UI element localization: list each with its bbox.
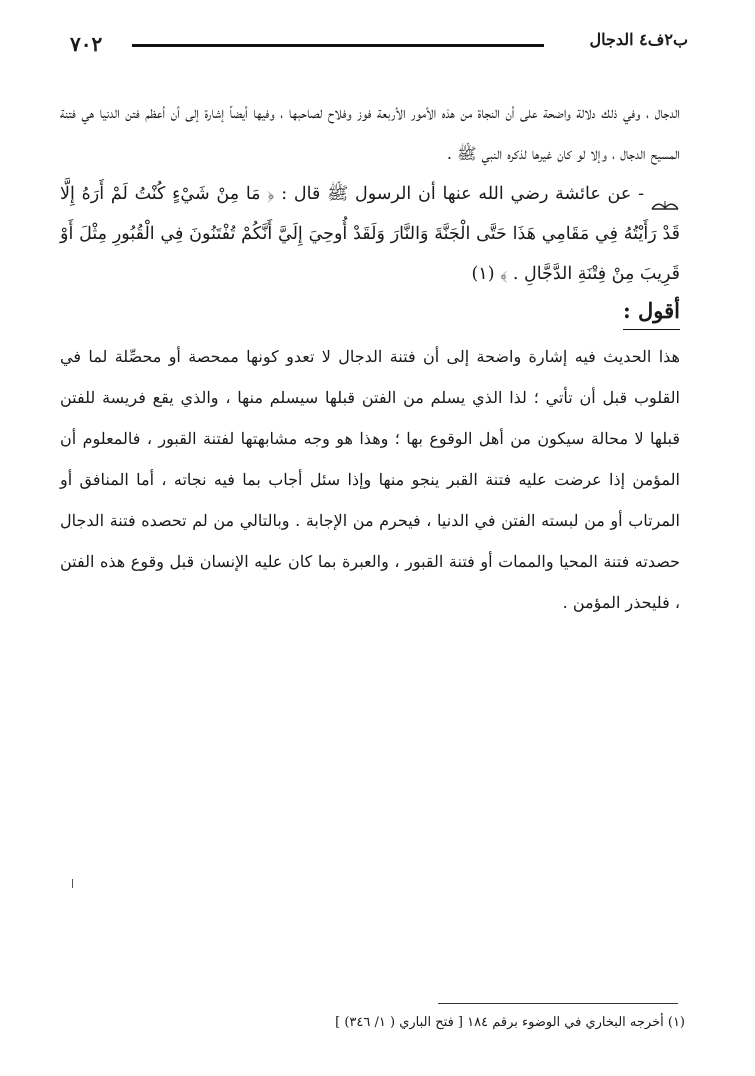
header-rule xyxy=(132,44,544,47)
page-body xyxy=(60,92,680,623)
open-book-icon xyxy=(650,187,680,203)
commentary-paragraph: هذا الحديث فيه إشارة واضحة إلى أن فتنة الدجال لا تعدو كونها ممحصة أو محصِّلة لما في القلوب قبل أن تأتي ؛ لذا الذي يسلم من الفتن قبلها سيسلم منها ، والذي يقع فريسة للفتن قبلها لا محالة سيكون من أهل الوقوع بها ؛ وهذا هو وجه مشابهتها لفتنة القبور ، فالمعلوم أن المؤمن إذا عرضت عليه فتنة القبر ينجو منها وإذا سئل أجاب بما فيه نجاته ، أما المنافق أو المرتاب أو من لبسته الفتن في الدنيا ، فيحرم من الإجابة . وبالتالي من لم تحصده فتنة الدجال حصدته فتنة المحيا والممات أو فتنة القبور ، والعبرة بما كان عليه الإنسان قبل وقوع هذه الفتن ، فليحذر المؤمن . xyxy=(60,347,680,612)
hadith-intro: - عن عائشة رضي الله عنها أن الرسول ﷺ قال : xyxy=(281,184,644,204)
aqul-heading: أقول : xyxy=(623,296,680,330)
footnote: (١) أخرجه البخاري في الوضوء برقم ١٨٤ [ فتح الباري ( ١/ ٣٤٦) ] xyxy=(335,1015,685,1030)
hadith-paragraph xyxy=(60,174,680,294)
footnote-rule xyxy=(438,1003,678,1004)
running-title: ب٢ف٤ الدجال xyxy=(589,30,688,49)
page-mark xyxy=(72,879,73,888)
page-number: ٧٠٢ xyxy=(70,32,103,56)
hadith-text: ﴿ مَا مِنْ شَيْءٍ كُنْتُ لَمْ أَرَهُ إِلَّا قَدْ رَأَيْتُهُ فِي مَقَامِي هَذَا حَتَّى الْجَنَّةَ وَالنَّارَ وَلَقَدْ أُوحِيَ إِلَيَّ أَنَّكُمْ تُفْتَنُونَ فِي الْقُبُورِ مِثْلَ أَوْ قَرِيبَ مِنْ فِتْنَةِ الدَّجَّالِ . ﴾ (١) xyxy=(60,184,680,284)
paragraph-intro: الدجال ، وفي ذلك دلالة واضحة على أن النجاة من هذه الأمور الأربعة فوز وفلاح لصاحبها ، وفيها أيضاً إشارة إلى أن أعظم فتن الدنيا هي فتنة المسيح الدجال ، وإلا لو كان غيرها لذكره النبي ﷺ . xyxy=(60,103,680,163)
page-header xyxy=(62,30,688,60)
